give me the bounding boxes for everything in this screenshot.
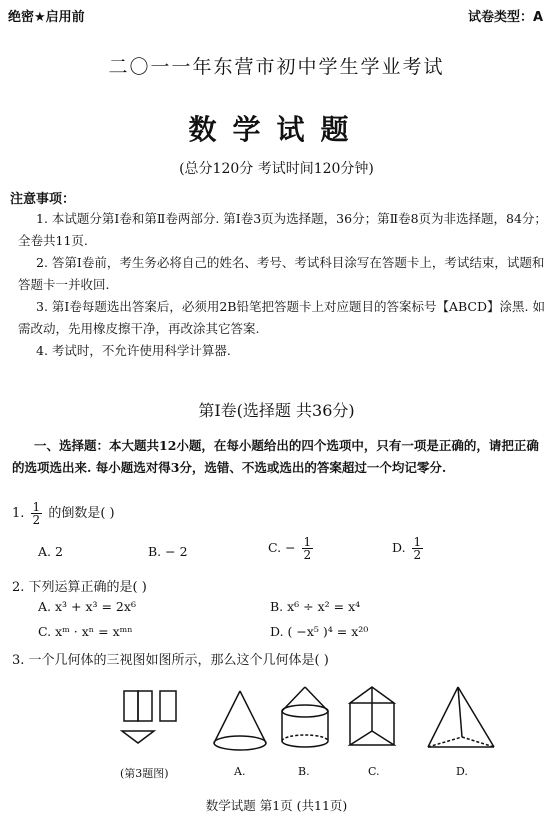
fraction-numerator: 1	[303, 535, 312, 549]
note-item: 2. 答第Ⅰ卷前，考生务必将自己的姓名、考号、考试科目涂写在答题卡上，考试结束，试题和答题卡一并收回.	[18, 255, 545, 292]
question-3-figures	[110, 683, 510, 755]
q1-option-d	[392, 536, 425, 561]
figure-label-c: C.	[368, 765, 380, 778]
fraction-denominator: 2	[303, 548, 312, 562]
fraction	[31, 501, 43, 526]
notes-heading: 注意事项：	[10, 192, 76, 207]
fraction-denominator: 2	[413, 548, 422, 562]
figure-label-d: D.	[456, 765, 468, 778]
figure-label-three-view: (第3题图)	[120, 767, 169, 780]
q2-option-c: C. xᵐ · xⁿ = xᵐⁿ	[38, 624, 133, 639]
q1-option-c	[268, 536, 315, 561]
exam-title: 二〇一一年东营市初中学生学业考试	[108, 56, 445, 78]
q1-option-a: A. 2	[38, 544, 63, 559]
fraction	[412, 536, 424, 561]
q1-option-b: B. − 2	[148, 544, 188, 559]
option-b-cone-cylinder	[282, 687, 328, 747]
note-item: 4. 考试时，不允许使用科学计算器.	[36, 343, 231, 358]
fraction-numerator: 1	[413, 535, 422, 549]
question-2: 2. 下列运算正确的是( )	[12, 580, 147, 595]
part-title: 第Ⅰ卷(选择题 共36分)	[198, 401, 355, 420]
secret-mark: 绝密★启用前	[8, 10, 85, 25]
section-intro	[12, 435, 548, 479]
question-1	[12, 501, 115, 526]
figure-label-a: A.	[234, 765, 246, 778]
note-item: 1. 本试题分第Ⅰ卷和第Ⅱ卷两部分. 第Ⅰ卷3页为选择题，36分；第Ⅱ卷8页为非选择题，84分；全卷共11页.	[18, 211, 547, 248]
paper-type: 试卷类型：A	[467, 10, 543, 25]
option-c-prism	[350, 687, 394, 745]
option-prefix: C. −	[268, 540, 296, 555]
q2-option-b: B. x⁶ ÷ x² = x⁴	[270, 599, 361, 614]
figure-label-b: B.	[298, 765, 310, 778]
fraction-denominator: 2	[32, 513, 41, 527]
paper-title: 数学试题	[188, 113, 365, 146]
q2-option-d: D. ( −x⁵ )⁴ = x²⁰	[270, 624, 369, 639]
question-3: 3. 一个几何体的三视图如图所示，那么这个几何体是( )	[12, 653, 329, 668]
section-intro-text: 一、选择题：本大题共12小题，在每小题给出的四个选项中，只有一项是正确的，请把正确的选项选出来. 每小题选对得3分，选错、不选或选出的答案超过一个均记零分.	[12, 438, 539, 475]
q2-option-a: A. x³ + x³ = 2x⁶	[38, 599, 136, 614]
notes-list	[18, 208, 548, 362]
fraction	[302, 536, 314, 561]
score-line: (总分120分 考试时间120分钟)	[179, 161, 374, 177]
question-number: 1.	[12, 506, 25, 521]
page-footer: 数学试题 第1页 (共11页)	[205, 798, 348, 813]
note-item: 3. 第Ⅰ卷每题选出答案后，必须用2B铅笔把答题卡上对应题目的答案标号【ABCD】涂黑. 如需改动，先用橡皮擦干净，再改涂其它答案.	[18, 299, 545, 336]
option-d-pyramid	[428, 687, 494, 747]
three-view-drawing	[122, 691, 176, 743]
question-stem: 的倒数是( )	[48, 506, 115, 521]
fraction-numerator: 1	[32, 500, 41, 514]
option-prefix: D.	[392, 540, 406, 555]
option-a-cone	[214, 691, 266, 750]
